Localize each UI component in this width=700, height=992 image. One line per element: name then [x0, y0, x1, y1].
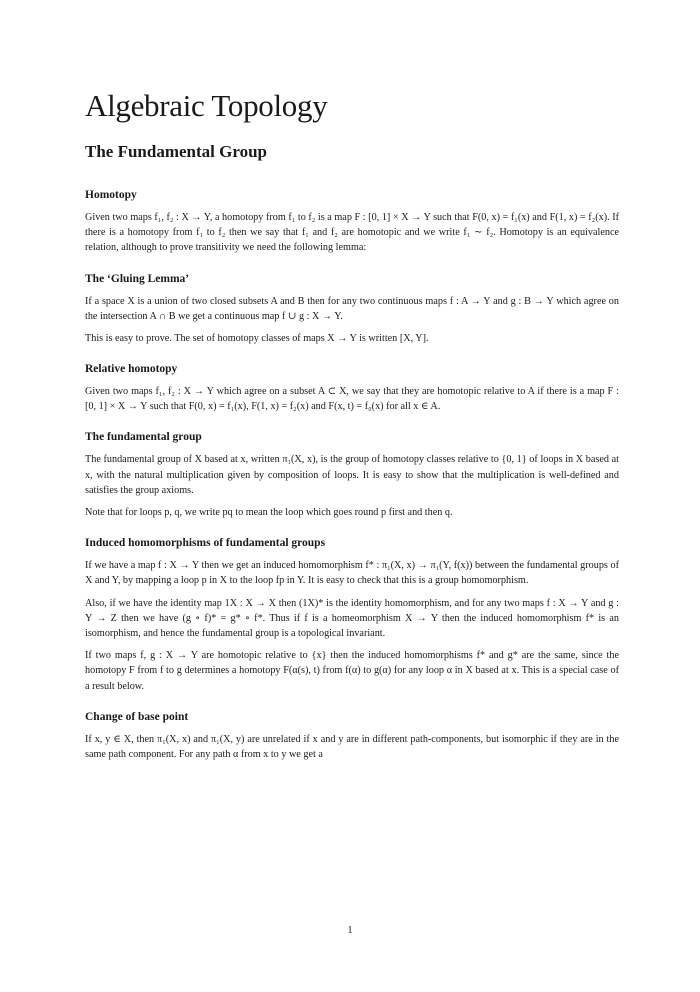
subsection-change-of-base-point [85, 710, 619, 762]
subsection-title: Induced homomorphisms of fundamental groups [85, 537, 326, 550]
section-title: The Fundamental Group [85, 141, 268, 161]
paragraph: This is easy to prove. The set of homotopy classes of maps X → Y is written [X, Y]. [85, 332, 429, 344]
paragraph: If we have a map f : X → Y then we get an induced homomorphism f* : π₁(X, x) → π₁(Y, f(x)) between the fundamental groups of X and Y, by mapping a loop p in X to the loop fp in Y. It is easy to check that this is a group homomorphism. [85, 560, 619, 587]
subsection-title: The fundamental group [85, 431, 202, 444]
subsection-homotopy [85, 188, 619, 256]
document-title: Algebraic Topology [85, 88, 328, 123]
paragraph: Also, if we have the identity map 1X : X → X then (1X)* is the identity homomorphism, and for any two maps f : X → Y and g : Y → Z then we have (g ∘ f)* = g* ∘ f*. Thus if f is a homeomorphism X → Y then the induced homomorphism f* is an isomorphism, and hence the fundamental group is a topological invariant. [85, 597, 619, 639]
subsection-relative-homotopy [85, 362, 619, 414]
paragraph: Given two maps f₁, f₂ : X → Y, a homotopy from f₁ to f₂ is a map F : [0, 1] × X → Y such that F(0, x) = f₁(x) and F(1, x) = f₂(x). If there is a homotopy from f₁ to f₂ then we say that f₁ and f₂ are homotopic and we write f₁ ∼ f₂. Homotopy is an equivalence relation, although to prove transitivity we need the following lemma: [85, 211, 619, 254]
page-number: 1 [347, 925, 353, 936]
paragraph: If two maps f, g : X → Y are homotopic relative to {x} then the induced homomorphisms f* and g* are the same, since the homotopy F from f to g determines a homotopy F(α(s), t) from f(α) to g(α) for any loop α in X based at x. This is a special case of a result below. [85, 650, 619, 692]
subsection-gluing-lemma [85, 272, 619, 347]
paragraph: If a space X is a union of two closed subsets A and B then for any two continuous maps f : A → Y and g : B → Y which agree on the intersection A ∩ B we get a continuous map f ∪ g : X → Y. [85, 295, 619, 322]
subsection-title: Homotopy [85, 189, 137, 202]
subsection-title: The ‘Gluing Lemma’ [85, 272, 190, 285]
document-page [85, 88, 619, 769]
paragraph: Given two maps f₁, f₂ : X → Y which agree on a subset A ⊂ X, we say that they are homotopic relative to A if there is a map F : [0, 1] × X → Y such that F(0, x) = f₁(x), F(1, x) = f₂(x) and F(x, t) = f₀(x) for all x ∈ A. [85, 386, 619, 413]
subsection-induced-homomorphisms [85, 536, 619, 694]
subsection-title: Relative homotopy [85, 363, 178, 376]
paragraph: If x, y ∈ X, then π₁(X, x) and π₁(X, y) are unrelated if x and y are in different path-components, but isomorphic if they are in the same path component. For any path α from x to y we get a [85, 733, 619, 760]
paragraph: The fundamental group of X based at x, written π₁(X, x), is the group of homotopy classes relative to {0, 1} of loops in X based at x, with the natural multiplication given by composition of loops. It is easy to show that the multiplication is well-defined and satisfies the group axioms. [85, 454, 619, 496]
subsection-fundamental-group [85, 430, 619, 520]
paragraph: Note that for loops p, q, we write pq to mean the loop which goes round p first and then q. [85, 507, 453, 519]
subsection-title: Change of base point [85, 710, 189, 723]
